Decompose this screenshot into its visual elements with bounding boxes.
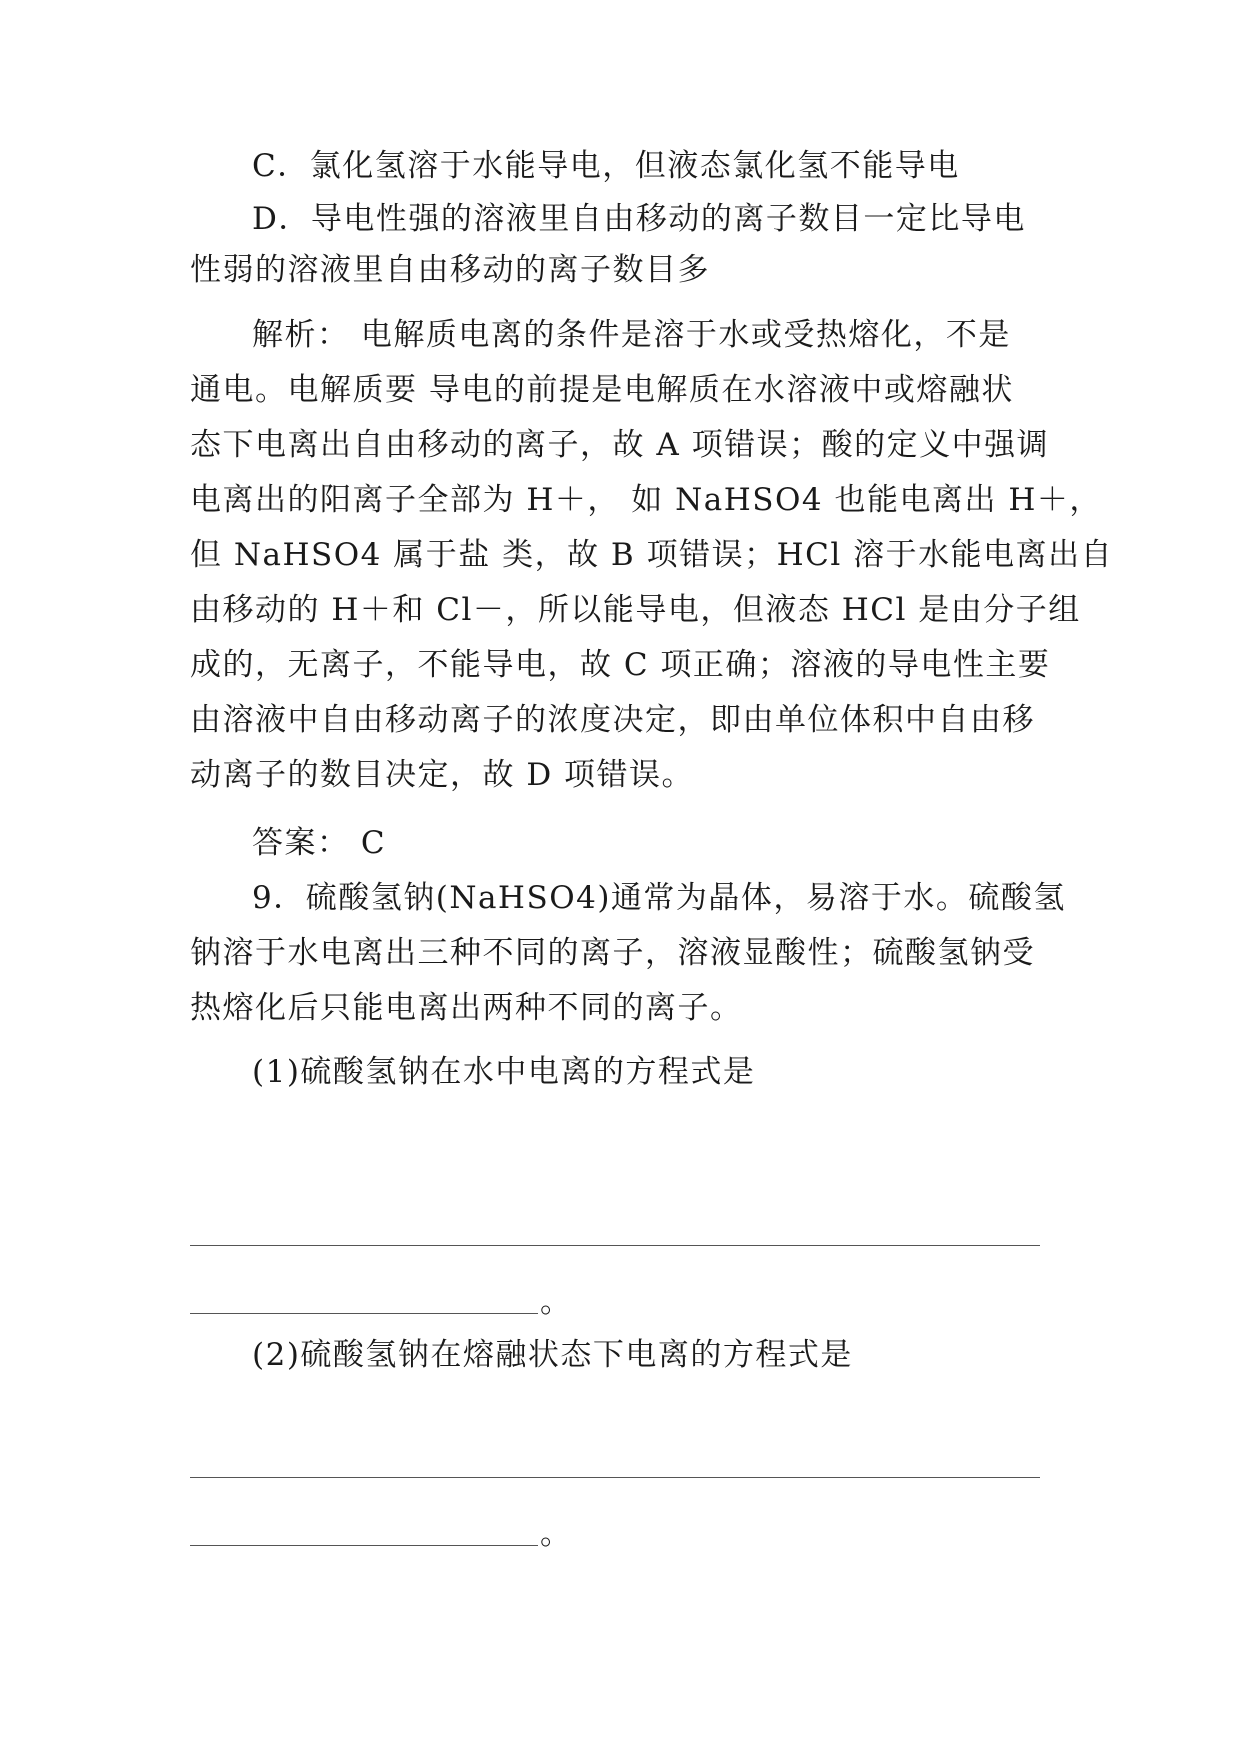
analysis-line-3: 态下电离出自由移动的离子，故 A 项错误；酸的定义中强调 <box>190 427 1050 463</box>
analysis-line-2: 通电。电解质要 导电的前提是电解质在水溶液中或熔融状 <box>190 372 1014 408</box>
answer-blank-2-line-2 <box>190 1514 571 1554</box>
answer-blank-1-underline <box>190 1313 538 1314</box>
option-d-line-2: 性弱的溶液里自由移动的离子数目多 <box>190 252 710 288</box>
sub-question-1: (1)硫酸氢钠在水中电离的方程式是 <box>252 1054 756 1090</box>
answer-blank-1-period: 。 <box>540 1284 571 1320</box>
question-9-line-2: 钠溶于水电离出三种不同的离子，溶液显酸性；硫酸氢钠受 <box>190 935 1035 971</box>
analysis-line-7: 成的，无离子，不能导电，故 C 项正确；溶液的导电性主要 <box>190 647 1051 683</box>
answer-blank-1-line-2 <box>190 1282 571 1322</box>
option-d-line-1: D．导电性强的溶液里自由移动的离子数目一定比导电 <box>252 201 1026 237</box>
analysis-line-9: 动离子的数目决定，故 D 项错误。 <box>190 757 695 793</box>
analysis-line-8: 由溶液中自由移动离子的浓度决定，即由单位体积中自由移 <box>190 702 1035 738</box>
answer-blank-2-period: 。 <box>540 1516 571 1552</box>
answer-blank-1-line-1 <box>190 1245 1040 1246</box>
answer-blank-2-underline <box>190 1545 538 1546</box>
sub-question-2: (2)硫酸氢钠在熔融状态下电离的方程式是 <box>252 1337 853 1373</box>
question-9-line-3: 热熔化后只能电离出两种不同的离子。 <box>190 990 743 1026</box>
answer-blank-2-line-1 <box>190 1477 1040 1478</box>
answer: 答案： C <box>252 825 387 861</box>
analysis-line-5: 但 NaHSO4 属于盐 类，故 B 项错误；HCl 溶于水能电离出自 <box>190 537 1114 573</box>
analysis-line-6: 由移动的 H＋和 Cl－，所以能导电，但液态 HCl 是由分子组 <box>190 592 1081 628</box>
option-c: C．氯化氢溶于水能导电，但液态氯化氢不能导电 <box>252 148 960 184</box>
question-9-line-1: 9．硫酸氢钠(NaHSO4)通常为晶体，易溶于水。硫酸氢 <box>252 880 1066 916</box>
analysis-line-4: 电离出的阳离子全部为 H＋， 如 NaHSO4 也能电离出 H＋， <box>190 482 1102 518</box>
analysis-line-1: 解析： 电解质电离的条件是溶于水或受热熔化，不是 <box>252 317 1011 353</box>
